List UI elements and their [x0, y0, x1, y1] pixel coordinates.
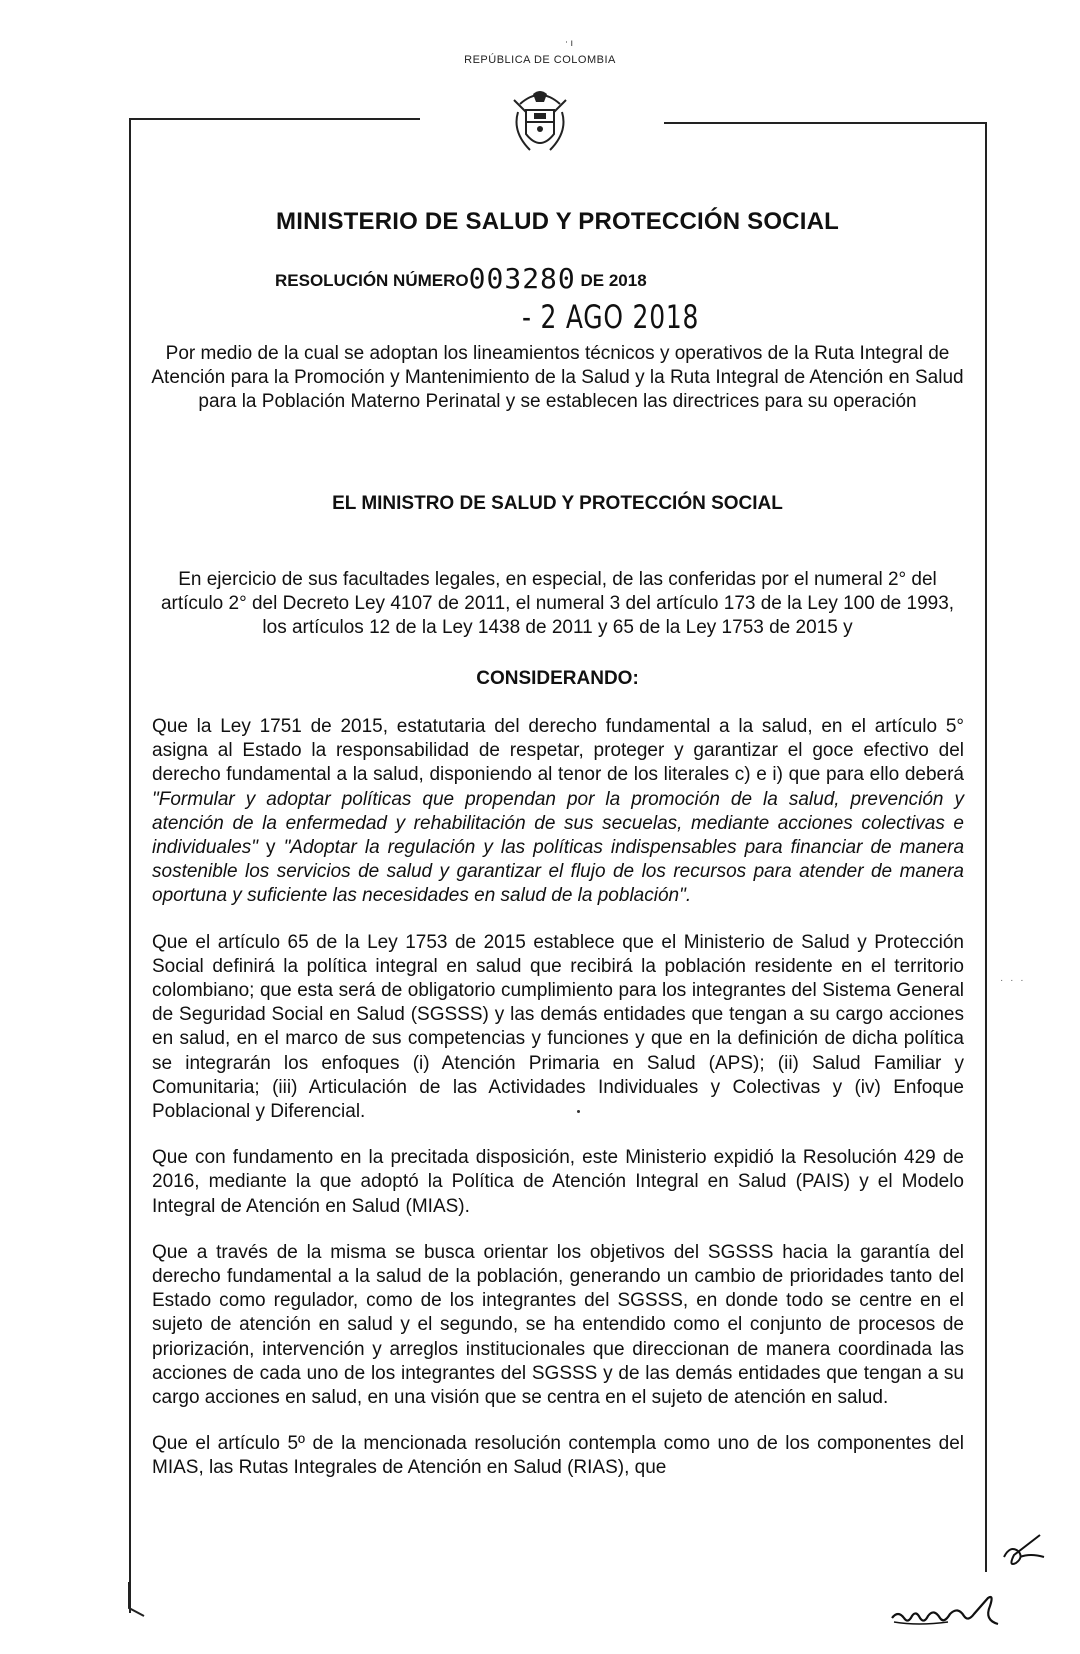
- resolution-year: DE 2018: [580, 271, 647, 290]
- resolution-label: RESOLUCIÓN NÚMERO: [275, 271, 469, 290]
- considerations-body: [152, 715, 964, 1503]
- frame-corner-mark: [126, 1582, 146, 1618]
- resolution-purpose: Por medio de la cual se adoptan los lineamientos técnicos y operativos de la Ruta Integral de Atención para la Promoción y Mantenimiento de la Salud y la Ruta Integral de Atención en Salud para la Población Materno Perinatal y se establecen las directrices para su operación: [151, 343, 964, 412]
- scan-mark: ᐧ ı: [565, 38, 574, 49]
- ministry-title: MINISTERIO DE SALUD Y PROTECCIÓN SOCIAL: [276, 208, 839, 235]
- resolution-date-stamp: - 2 AGO 2018: [522, 298, 700, 336]
- initials-mark: [1000, 1527, 1048, 1571]
- frame-right: [985, 122, 987, 1572]
- resolution-number: 003280: [468, 262, 576, 295]
- frame-left: [129, 118, 131, 1613]
- scan-speck: [577, 1110, 580, 1113]
- signature-mark: [888, 1588, 1008, 1630]
- quote-formular: "Formular y adoptar políticas que propendan por la promoción de la salud, prevención y atención de la enfermedad y rehabilitación de sus secuelas, mediante acciones colectivas e individuales": [152, 788, 964, 859]
- legal-basis: En ejercicio de sus facultades legales, en especial, de las conferidas por el numeral 2° del artículo 2° del Decreto Ley 4107 de 2011, el numeral 3 del artículo 173 de la Ley 100 de 1993, los artículos 12 de la Ley 1438 de 2011 y 65 de la Ley 1753 de 2015 y: [160, 569, 955, 638]
- considerando-heading: CONSIDERANDO:: [476, 668, 639, 689]
- republica-heading: REPÚBLICA DE COLOMBIA: [464, 54, 616, 66]
- frame-top-left: [130, 118, 420, 120]
- quote-adoptar: "Adoptar la regulación y las políticas indispensables para financiar de manera sostenible los servicios de salud y garantizar el flujo de los recursos para atender de manera oportuna y suficiente las necesidades en salud de la población".: [152, 837, 965, 907]
- consideration-paragraph-2: Que el artículo 65 de la Ley 1753 de 2015 establece que el Ministerio de Salud y Protección Social definirá la política integral en salud que recibirá la población residente en el territorio colombiano; que esta será de obligatorio cumplimiento para los integrantes del Sistema General de Seguridad Social en Salud (SGSSS) y las demás entidades que tengan a su cargo acciones en salud, en el marco de sus competencias y funciones y que en la definición de dicha política se integrarán los enfoques (i) Atención Primaria en Salud (APS); (ii) Salud Familiar y Comunitaria; (iii) Articulación de las Actividades Individuales y Colectivas y (iv) Enfoque Poblacional y Diferencial.: [152, 931, 964, 1123]
- consideration-paragraph-5: Que el artículo 5º de la mencionada resolución contempla como uno de los componentes del MIAS, las Rutas Integrales de Atención en Salud (RIAS), que: [152, 1433, 964, 1479]
- resolution-line: [275, 262, 647, 295]
- minister-heading: EL MINISTRO DE SALUD Y PROTECCIÓN SOCIAL: [332, 493, 783, 514]
- frame-top-right: [664, 122, 986, 124]
- margin-dots: · · ·: [1000, 975, 1026, 986]
- coat-of-arms-icon: [500, 82, 580, 162]
- consideration-paragraph-1: Que la Ley 1751 de 2015, estatutaria del derecho fundamental a la salud, en el artículo 5° asigna al Estado la responsabilidad de respetar, proteger y garantizar el goce efectivo del derecho fundamental a la salud, disponiendo al tenor de los literales c) e i) que para ello deberá "Formular y adoptar políticas que propendan por la promoción de la salud, prevención y atención de la enfermedad y rehabilitación de sus secuelas, mediante acciones colectivas e individuales" y "Adoptar la regulación y las políticas indispensables para financiar de manera sostenible los servicios de salud y garantizar el flujo de los recursos para atender de manera oportuna y suficiente las necesidades en salud de la población".: [152, 716, 965, 907]
- consideration-paragraph-3: Que con fundamento en la precitada disposición, este Ministerio expidió la Resolución 429 de 2016, mediante la que adoptó la Política de Atención Integral en Salud (PAIS) y el Modelo Integral de Atención en Salud (MIAS).: [152, 1147, 964, 1217]
- consideration-paragraph-4: Que a través de la misma se busca orientar los objetivos del SGSSS hacia la garantía del derecho fundamental a la salud de la población, generando un cambio de prioridades tanto del Estado como regulador, como de los integrantes del SGSSS, en donde todo se centre en el sujeto de atención en salud y el segundo, se ha entendido como el conjunto de procesos de priorización, intervención y arreglos institucionales que direccionan de manera coordinada las acciones de cada uno de los integrantes del SGSSS y de las demás entidades que tengan a su cargo acciones en salud, en una visión que se centra en el sujeto de atención en salud.: [152, 1241, 964, 1409]
